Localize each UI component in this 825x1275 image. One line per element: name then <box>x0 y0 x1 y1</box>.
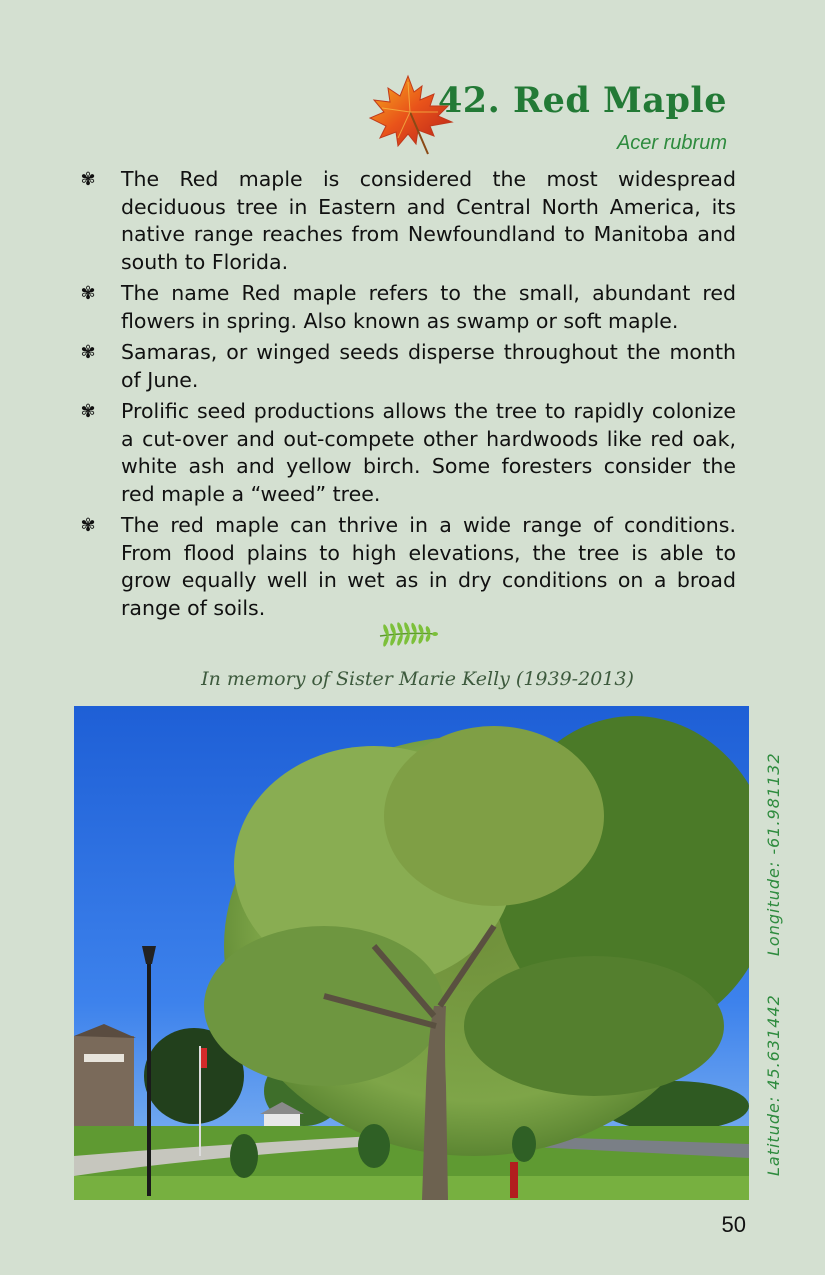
bullet-icon: ✾ <box>80 169 96 190</box>
latitude-label: Latitude: 45.631442 <box>764 994 783 1176</box>
red-maple-photo <box>74 706 749 1200</box>
bullet-icon: ✾ <box>80 342 96 363</box>
list-item-text: Samaras, or winged seeds disperse throughout the month of June. <box>121 340 736 392</box>
bullet-icon: ✾ <box>80 401 96 422</box>
page-number: 50 <box>721 1212 746 1237</box>
list-item <box>78 398 736 508</box>
page-title: 42. Red Maple <box>437 80 727 121</box>
latin-name: Acer rubrum <box>616 132 727 154</box>
fact-list <box>78 166 736 626</box>
list-item <box>78 280 736 335</box>
longitude-label: Longitude: -61.981132 <box>764 752 783 956</box>
list-item-text: Prolific seed productions allows the tree to rapidly colonize a cut-over and out-compete other hardwoods like red oak, white ash and yellow birch. Some foresters consider the red maple a “weed” tree. <box>121 399 736 506</box>
fern-icon <box>378 620 438 650</box>
list-item-text: The red maple can thrive in a wide range of conditions. From flood plains to high elevations, the tree is able to grow equally well in wet as in dry conditions on a broad range of soils. <box>121 513 736 620</box>
bullet-icon: ✾ <box>80 283 96 304</box>
list-item <box>78 339 736 394</box>
bullet-icon: ✾ <box>80 515 96 536</box>
memorial-caption: In memory of Sister Marie Kelly (1939-2013) <box>201 668 634 690</box>
list-item-text: The name Red maple refers to the small, abundant red flowers in spring. Also known as swamp or soft maple. <box>121 281 736 333</box>
list-item <box>78 512 736 622</box>
gps-coordinates <box>763 706 785 1176</box>
list-item-text: The Red maple is considered the most widespread deciduous tree in Eastern and Central North America, its native range reaches from Newfoundland to Manitoba and south to Florida. <box>121 167 736 274</box>
list-item <box>78 166 736 276</box>
